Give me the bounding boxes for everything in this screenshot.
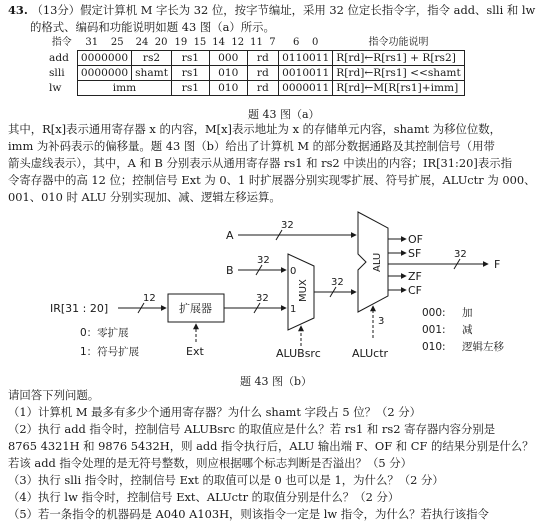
header-bits-14-12: 14 12 <box>212 37 245 48</box>
question-line: （2）执行 add 指令时，控制信号 ALUBsrc 的取值应是什么？若 rs1 和 rs2 寄存器内容分别是 <box>8 422 496 436</box>
datapath-diagram <box>50 206 390 370</box>
description-line: 令寄存器中的高 12 位；控制信号 Ext 为 0、1 时扩展器分别实现零扩展、符号扩展，ALUctr 为 000、 <box>8 173 536 187</box>
bus-ext-width: 32 <box>256 293 269 304</box>
field-opcode: 0010011 <box>279 66 333 81</box>
bus-f-width: 32 <box>454 249 467 260</box>
header-instr: 指令 <box>51 37 72 49</box>
description-line: 其中，R[x]表示通用寄存器 x 的内容，M[x]表示地址为 x 的存储单元内容，shamt 为移位位数， <box>8 122 502 136</box>
field-funct3: 000 <box>209 51 247 66</box>
bus-b-width: 32 <box>257 255 270 266</box>
alu-op-code: 000: <box>422 307 446 319</box>
alu-label: ALU <box>372 252 383 272</box>
question-line: （3）执行 slli 指令时，控制信号 Ext 的取值可以是 0 也可以是 1，为什么？（2 分） <box>8 473 444 487</box>
table-row-add <box>46 51 464 66</box>
row-desc: R[rd]←R[rs1] <<shamt <box>333 66 464 81</box>
description-line: imm 为补码表示的偏移量。题 43 图（b）给出了计算机 M 的部分数据通路及其控制信号（用带 <box>8 139 495 153</box>
flag-of: OF <box>408 233 423 246</box>
figure-b-caption: 题 43 图（b） <box>240 375 313 388</box>
alu-op-name: 逻辑左移 <box>462 341 504 353</box>
figure-a-caption: 题 43 图（a） <box>248 108 320 121</box>
field-shamt: shamt <box>132 66 172 81</box>
field-rd: rd <box>247 81 278 96</box>
ext-option-zero: 0：零扩展 <box>80 327 129 339</box>
alu-op-name: 减 <box>462 324 473 336</box>
question-number: 43. <box>8 3 28 17</box>
question-header <box>8 2 548 36</box>
question-line: 8765 4321H 和 9876 5432H，则 add 指令执行后，ALU 输出端 F、OF 和 CF 的结果分别是什么？ <box>8 439 534 453</box>
header-bits-11-7: 11 7 <box>250 37 276 48</box>
questions-prompt: 请回答下列问题。 <box>8 388 100 402</box>
field-funct3: 010 <box>209 66 247 81</box>
field-rs1: rs1 <box>171 51 209 66</box>
input-b-label: B <box>226 264 234 277</box>
header-bits-31-25: 31 25 <box>85 37 124 48</box>
alubsrc-label: ALUBsrc <box>276 347 321 360</box>
table-header-row <box>46 36 464 51</box>
row-desc: R[rd]←R[rs1] + R[rs2] <box>333 51 464 66</box>
mux-label: MUX <box>298 279 309 302</box>
field-funct3: 010 <box>209 81 247 96</box>
field-rs2: rs2 <box>132 51 172 66</box>
datapath-diagram-right <box>388 206 552 370</box>
description-paragraph <box>8 121 548 206</box>
instruction-format-table <box>46 36 465 96</box>
question-line: （5）若一条指令的机器码是 A040 A103H，则该指令一定是 lw 指令，为什么？若执行该指令 <box>8 507 489 521</box>
question-line: （4）执行 lw 指令时，控制信号 Ext、ALUctr 的取值分别是什么？（2 分） <box>8 490 400 504</box>
aluctr-width: 3 <box>378 316 385 327</box>
row-desc: R[rd]←M[R[rs1]+imm] <box>333 81 464 96</box>
table-row-lw <box>46 81 464 96</box>
description-line: 箭头虚线表示），其中，A 和 B 分别表示从通用寄存器 rs1 和 rs2 中读出的内容；IR[31:20]表示指 <box>8 156 512 170</box>
header-bits-24-20: 24 20 <box>135 37 168 48</box>
input-a-label: A <box>226 229 234 242</box>
question-score: （13分） <box>31 3 81 17</box>
question-line: 若该 add 指令处理的是无符号整数，则应根据哪个标志判断是否溢出？（5 分） <box>8 456 412 470</box>
questions-block <box>8 387 554 523</box>
header-bits-6-0: 6 0 <box>292 37 319 48</box>
field-rs1: rs1 <box>171 66 209 81</box>
field-opcode: 0110011 <box>279 51 333 66</box>
question-line: （1）计算机 M 最多有多少个通用寄存器？为什么 shamt 字段占 5 位？（2 分） <box>8 405 422 419</box>
field-funct7: 0000000 <box>77 51 131 66</box>
flag-cf: CF <box>408 284 423 297</box>
alu-op-code: 001: <box>422 324 446 336</box>
row-name: add <box>49 52 69 64</box>
description-line: 001、010 时 ALU 分别实现加、减、逻辑左移运算。 <box>8 190 281 204</box>
field-imm: imm <box>77 81 171 96</box>
field-funct7: 0000000 <box>77 66 131 81</box>
field-rs1: rs1 <box>171 81 209 96</box>
bus-ir-width: 12 <box>143 293 156 304</box>
bus-a-width: 32 <box>281 220 294 231</box>
extender-label: 扩展器 <box>179 302 212 315</box>
alu-op-name: 加 <box>462 307 473 319</box>
field-rd: rd <box>247 66 278 81</box>
ext-option-sign: 1：符号扩展 <box>80 346 140 358</box>
flag-sf: SF <box>408 247 422 260</box>
header-bits-19-15: 19 15 <box>174 37 207 48</box>
question-intro-line2: 的格式、编码和功能说明如题 43 图（a）所示。 <box>30 20 275 34</box>
row-name: lw <box>49 82 62 94</box>
table-row-slli <box>46 66 464 81</box>
input-ir-label: IR[31 : 20] <box>50 302 109 315</box>
alu-op-code: 010: <box>422 341 446 353</box>
row-name: slli <box>49 67 65 79</box>
bus-mux-width: 32 <box>331 277 344 288</box>
output-f-label: F <box>494 258 501 271</box>
mux-in1-label: 1 <box>290 304 297 315</box>
field-rd: rd <box>247 51 278 66</box>
ext-signal-label: Ext <box>186 345 204 358</box>
aluctr-label: ALUctr <box>352 347 389 360</box>
mux-in0-label: 0 <box>290 266 297 277</box>
header-desc: 指令功能说明 <box>368 37 429 48</box>
flag-zf: ZF <box>408 270 422 283</box>
question-intro-line1: 假定计算机 M 字长为 32 位，按字节编址，采用 32 位定长指令字，指令 add、slli 和 lw <box>80 3 536 17</box>
field-opcode: 0000011 <box>279 81 333 96</box>
